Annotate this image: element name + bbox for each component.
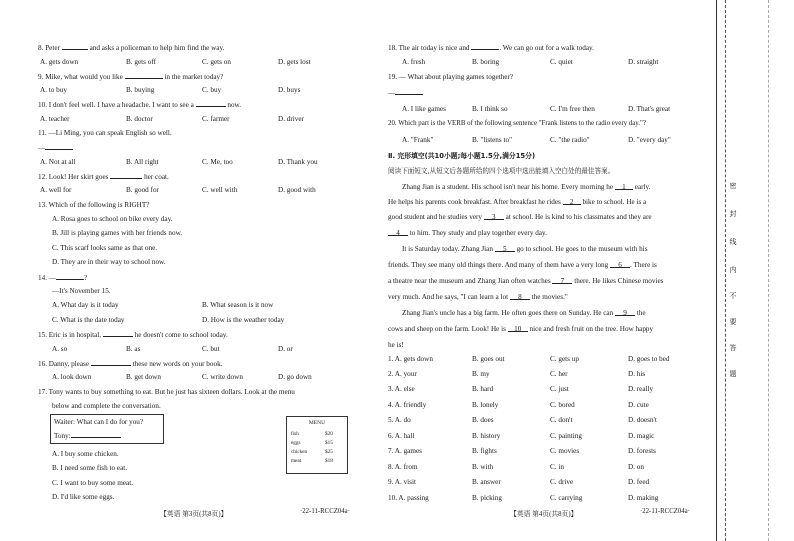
q17-option-d[interactable]: D. I'd like some eggs. bbox=[52, 493, 115, 501]
cloze-blank-9 bbox=[615, 308, 635, 316]
q8-option-c[interactable]: C. gets on bbox=[202, 58, 231, 66]
q18-option-c[interactable]: C. quiet bbox=[550, 58, 573, 66]
cloze-6-option-b[interactable]: B. history bbox=[472, 432, 501, 440]
q12-stem-b: her coat. bbox=[144, 173, 169, 181]
q14-blank bbox=[56, 272, 84, 280]
q18-option-d[interactable]: D. straight bbox=[628, 58, 659, 66]
cloze-9-option-b[interactable]: B. answer bbox=[472, 478, 501, 486]
passage-text: to him. They study and play together every day. bbox=[409, 229, 547, 237]
menu-item-price: $25 bbox=[325, 449, 333, 455]
passage-text: there. He likes Chinese movies bbox=[574, 277, 664, 285]
seal-char: 密 bbox=[729, 182, 737, 189]
q8-option-b[interactable]: B. gets off bbox=[126, 58, 157, 66]
passage-text: He helps his parents cook breakfast. After breakfast he rides bbox=[388, 198, 561, 206]
q12-option-d[interactable]: D. good with bbox=[278, 186, 316, 194]
q17-dialog-waiter-text: Waiter: What can I do for you? bbox=[54, 418, 144, 426]
q15-stem bbox=[38, 329, 228, 340]
q9-stem bbox=[38, 71, 223, 82]
cloze-6-option-c[interactable]: C. painting bbox=[550, 432, 582, 440]
q16-stem-b: these new words on your book. bbox=[132, 360, 223, 368]
passage-line bbox=[388, 324, 653, 334]
q8-option-d[interactable]: D. gets lost bbox=[278, 58, 311, 66]
cloze-7-option-d[interactable]: D. forests bbox=[628, 447, 656, 455]
q17-stem-line2: below and complete the conversation. bbox=[52, 402, 161, 410]
q14-option-a[interactable]: A. What day is it today bbox=[52, 301, 119, 309]
q10-option-d[interactable]: D. driver bbox=[278, 115, 304, 123]
q10-option-c[interactable]: C. farmer bbox=[202, 115, 230, 123]
passage-text: the movies." bbox=[531, 293, 568, 301]
cloze-2-option-b[interactable]: B. my bbox=[472, 370, 490, 378]
q12-option-c[interactable]: C. well with bbox=[202, 186, 238, 194]
q17-dialog-tony bbox=[54, 430, 121, 441]
q9-option-b[interactable]: B. buying bbox=[126, 86, 155, 94]
q11-option-b[interactable]: B. All right bbox=[126, 158, 159, 166]
q10-option-b[interactable]: B. doctor bbox=[126, 115, 153, 123]
q12-stem bbox=[38, 171, 169, 182]
passage-line: he is! bbox=[388, 341, 404, 349]
q15-option-c[interactable]: C. but bbox=[202, 345, 220, 353]
q10-stem bbox=[38, 99, 241, 110]
passage-line bbox=[388, 276, 663, 286]
q8-option-a[interactable]: A. gets down bbox=[40, 58, 79, 66]
cloze-9-option-d[interactable]: D. feed bbox=[628, 478, 650, 486]
seal-char: 内 bbox=[729, 266, 737, 273]
binding-line-outer bbox=[716, 0, 717, 541]
right-page bbox=[380, 0, 716, 541]
q17-option-c[interactable]: C. I want to buy some meat. bbox=[52, 479, 134, 487]
cloze-blank-10 bbox=[508, 324, 528, 332]
q20-option-b[interactable]: B. "listens to" bbox=[472, 136, 513, 144]
footer-right-page-label: 【英语 第4页(共8页)】 bbox=[510, 511, 578, 518]
cloze-2-option-d[interactable]: D. his bbox=[628, 370, 646, 378]
passage-text: good student and he studies very bbox=[388, 213, 483, 221]
cloze-blank-number: 1 bbox=[622, 183, 626, 191]
q16-option-a[interactable]: A. look down bbox=[52, 373, 92, 381]
cloze-1-option-a[interactable]: 1. A. gets down bbox=[388, 355, 433, 363]
cloze-blank-1 bbox=[615, 182, 633, 190]
cloze-blank-number: 10 bbox=[514, 325, 522, 333]
passage-text: the bbox=[636, 309, 646, 317]
section-instruction: 阅读下面短文,从短文后各题所给的四个选项中选出能填入空白处的最佳答案。 bbox=[388, 167, 615, 175]
passage-text: early. bbox=[634, 183, 651, 191]
cloze-2-option-c[interactable]: C. her bbox=[550, 370, 568, 378]
cloze-7-option-c[interactable]: C. movies bbox=[550, 447, 580, 455]
cloze-blank-number: 5 bbox=[502, 245, 507, 253]
menu-item-name: meat bbox=[291, 458, 302, 464]
q20-option-a[interactable]: A. "Frank" bbox=[402, 136, 434, 144]
q14-stem-a: 14. — bbox=[38, 274, 56, 282]
cloze-10-option-a[interactable]: 10. A. passing bbox=[388, 494, 429, 502]
menu-item-price: $15 bbox=[325, 440, 333, 446]
passage-text: Zhang Jian is a student. His school isn't near his home. Every morning he bbox=[402, 183, 614, 191]
q19-option-d[interactable]: D. That's great bbox=[628, 105, 671, 113]
menu-item-price: $20 bbox=[325, 431, 333, 437]
passage-line bbox=[388, 197, 646, 207]
q16-option-b[interactable]: B. get down bbox=[126, 373, 161, 381]
q18-blank bbox=[471, 42, 499, 50]
q10-stem-a: 10. I don't feel well. I have a headache. I want to see a bbox=[38, 101, 194, 109]
q11-reply bbox=[38, 142, 73, 153]
cloze-8-option-a[interactable]: 8. A. from bbox=[388, 463, 418, 471]
cloze-blank-2 bbox=[563, 197, 581, 205]
cloze-blank-8 bbox=[510, 292, 530, 300]
q11-option-d[interactable]: D. Thank you bbox=[278, 158, 318, 166]
q18-stem-b: . We can go out for a walk today. bbox=[499, 44, 594, 52]
q11-option-a[interactable]: A. Not at all bbox=[40, 158, 76, 166]
seal-char: 答 bbox=[729, 344, 737, 351]
cloze-1-option-c[interactable]: C. gets up bbox=[550, 355, 579, 363]
cloze-5-option-b[interactable]: B. does bbox=[472, 416, 494, 424]
q9-blank bbox=[125, 71, 163, 79]
q16-option-c[interactable]: C. write down bbox=[202, 373, 243, 381]
menu-row bbox=[291, 457, 333, 466]
q14-option-c[interactable]: C. What is the date today bbox=[52, 316, 125, 324]
q17-dialog-box bbox=[50, 414, 164, 444]
cloze-5-option-d[interactable]: D. doesn't bbox=[628, 416, 657, 424]
cloze-1-option-b[interactable]: B. goes out bbox=[472, 355, 505, 363]
cloze-blank-7 bbox=[552, 276, 572, 284]
q9-option-c[interactable]: C. buy bbox=[202, 86, 222, 94]
q14-reply: —It's November 15. bbox=[52, 287, 111, 295]
q19-stem: 19. — What about playing games together? bbox=[388, 73, 514, 81]
cloze-4-option-c[interactable]: C. bored bbox=[550, 401, 575, 409]
menu-box bbox=[286, 416, 348, 474]
cloze-blank-number: 8 bbox=[518, 293, 522, 301]
seal-text bbox=[728, 0, 742, 541]
q18-stem bbox=[388, 42, 594, 53]
q10-blank bbox=[196, 99, 226, 107]
section-title: Ⅱ. 完形填空(共10小题;每小题1.5分,满分15分) bbox=[388, 152, 536, 160]
q17-blank bbox=[71, 430, 121, 438]
seal-char: 不 bbox=[729, 292, 737, 299]
q15-option-d[interactable]: D. or bbox=[278, 345, 293, 353]
q12-option-a[interactable]: A. well for bbox=[40, 186, 72, 194]
passage-line bbox=[402, 308, 646, 318]
q15-stem-a: 15. Eric is in hospital, bbox=[38, 331, 102, 339]
footer-left-code: ·22-11-RCCZ04a· bbox=[300, 508, 350, 515]
q8-stem-b: and asks a policeman to help him find the way. bbox=[89, 44, 225, 52]
q14-stem bbox=[38, 272, 87, 283]
q9-option-a[interactable]: A. to buy bbox=[40, 86, 67, 94]
cloze-4-option-b[interactable]: B. lonely bbox=[472, 401, 499, 409]
q20-option-d[interactable]: D. "every day" bbox=[628, 136, 671, 144]
q14-option-b[interactable]: B. What season is it now bbox=[202, 301, 274, 309]
cloze-blank-number: 4 bbox=[396, 229, 400, 237]
seal-char: 要 bbox=[729, 318, 737, 325]
q14-stem-b: ? bbox=[83, 274, 88, 282]
cloze-2-option-a[interactable]: 2. A. your bbox=[388, 370, 417, 378]
cloze-blank-4 bbox=[388, 228, 408, 236]
menu-item-name: fish bbox=[291, 431, 299, 437]
cloze-blank-number: 2 bbox=[569, 198, 574, 206]
cloze-9-option-a[interactable]: 9. A. visit bbox=[388, 478, 416, 486]
cloze-3-option-a[interactable]: 3. A. else bbox=[388, 385, 415, 393]
menu-row bbox=[291, 448, 333, 457]
q9-option-d[interactable]: D. buys bbox=[278, 86, 301, 94]
cloze-10-option-c[interactable]: C. carrying bbox=[550, 494, 583, 502]
footer-left-page-label: 【英语 第3页(共8页)】 bbox=[160, 511, 228, 518]
q13-option-a[interactable]: A. Rosa goes to school on bike every day. bbox=[52, 215, 173, 223]
cloze-blank-number: 3 bbox=[492, 213, 496, 221]
q15-option-a[interactable]: A. so bbox=[52, 345, 68, 353]
cloze-options bbox=[380, 354, 716, 504]
cloze-5-option-a[interactable]: 5. A. do bbox=[388, 416, 411, 424]
q18-option-a[interactable]: A. fresh bbox=[402, 58, 426, 66]
q18-stem-a: 18. The air today is nice and bbox=[388, 44, 470, 52]
seal-char: 线 bbox=[729, 238, 737, 245]
passage-line bbox=[388, 228, 547, 238]
q19-reply bbox=[388, 87, 423, 98]
q20-stem: 20. Which part is the VERB of the following sentence "Frank listens to the radio every day."? bbox=[388, 120, 646, 127]
q17-stem-line1: 17. Tony wants to buy something to eat. But he just has sixteen dollars. Look at the menu bbox=[38, 388, 295, 396]
passage-text: at school. He is kind to his classmates and they are bbox=[505, 213, 652, 221]
q8-stem bbox=[38, 42, 224, 53]
passage-text: . There is bbox=[630, 261, 657, 269]
seal-char: 题 bbox=[729, 370, 737, 377]
menu-item-price: $18 bbox=[325, 458, 333, 464]
cloze-8-option-d[interactable]: D. on bbox=[628, 463, 644, 471]
cloze-blank-number: 9 bbox=[623, 309, 627, 317]
menu-row bbox=[291, 439, 333, 448]
q19-option-a[interactable]: A. I like games bbox=[402, 105, 446, 113]
q19-reply-dash: — bbox=[388, 89, 396, 97]
q17-dialog-tony-text: Tony: bbox=[54, 432, 71, 440]
q11-reply-dash: — bbox=[38, 144, 46, 152]
q16-blank bbox=[91, 358, 131, 366]
menu-item bbox=[291, 430, 333, 466]
cloze-4-option-a[interactable]: 4. A. friendly bbox=[388, 401, 427, 409]
q9-stem-b: in the market today? bbox=[164, 73, 224, 81]
q12-stem-a: 12. Look! Her skirt goes bbox=[38, 173, 109, 181]
left-page bbox=[0, 0, 370, 541]
q8-blank bbox=[62, 42, 88, 50]
cloze-8-option-b[interactable]: B. with bbox=[472, 463, 494, 471]
passage-line bbox=[402, 182, 650, 192]
q9-stem-a: 9. Mike, what would you like bbox=[38, 73, 123, 81]
cloze-blank-5 bbox=[495, 244, 515, 252]
q12-option-b[interactable]: B. good for bbox=[126, 186, 159, 194]
passage-text: friends. They see many old things there. And many of them have a very long bbox=[388, 261, 609, 269]
q8-stem-a: 8. Peter bbox=[38, 44, 60, 52]
q19-blank bbox=[395, 87, 423, 95]
q15-blank bbox=[103, 329, 133, 337]
menu-row bbox=[291, 430, 333, 439]
cloze-3-option-c[interactable]: C. just bbox=[550, 385, 569, 393]
cloze-4-option-d[interactable]: D. cute bbox=[628, 401, 649, 409]
cloze-blank-number: 6 bbox=[618, 261, 622, 269]
menu-item-name: chicken bbox=[291, 449, 308, 455]
cloze-blank-3 bbox=[484, 212, 504, 220]
cloze-7-option-b[interactable]: B. fights bbox=[472, 447, 497, 455]
passage-line bbox=[388, 292, 568, 302]
q19-option-b[interactable]: B. I think so bbox=[472, 105, 508, 113]
q12-blank bbox=[110, 171, 142, 179]
binding-line-right bbox=[768, 0, 769, 541]
binding-line-inner bbox=[725, 0, 726, 541]
passage-text: Zhang Jian's uncle has a big farm. He often goes there on Sunday. He can bbox=[402, 309, 614, 317]
q18-option-b[interactable]: B. boring bbox=[472, 58, 500, 66]
q13-stem: 13. Which of the following is RIGHT? bbox=[38, 201, 150, 209]
cloze-3-option-d[interactable]: D. really bbox=[628, 385, 654, 393]
passage-text: bike to school. He is a bbox=[582, 198, 647, 206]
passage-text: It is Saturday today. Zhang Jian bbox=[402, 245, 493, 253]
q10-option-a[interactable]: A. teacher bbox=[40, 115, 70, 123]
q11-stem: 11. —Li Ming, you can speak English so well. bbox=[38, 129, 172, 137]
passage-line bbox=[388, 212, 652, 222]
cloze-9-option-c[interactable]: C. drive bbox=[550, 478, 574, 486]
passage-text: go to school. He goes to the museum with his bbox=[516, 245, 648, 253]
cloze-8-option-c[interactable]: C. in bbox=[550, 463, 564, 471]
q13-option-d[interactable]: D. They are in their way to school now. bbox=[52, 258, 166, 266]
q17-option-b[interactable]: B. I need some fish to eat. bbox=[52, 464, 128, 472]
cloze-7-option-a[interactable]: 7. A. games bbox=[388, 447, 422, 455]
binding-strip bbox=[716, 0, 794, 541]
q10-stem-b: now. bbox=[227, 101, 242, 109]
menu-title: MENU bbox=[308, 420, 326, 426]
q19-option-c[interactable]: C. I'm free then bbox=[550, 105, 595, 113]
cloze-6-option-d[interactable]: D. magic bbox=[628, 432, 655, 440]
cloze-10-option-d[interactable]: D. making bbox=[628, 494, 659, 502]
q15-option-b[interactable]: B. as bbox=[126, 345, 141, 353]
q17-option-a[interactable]: A. I buy some chicken. bbox=[52, 450, 119, 458]
cloze-1-option-d[interactable]: D. goes to bed bbox=[628, 355, 670, 363]
seal-char: 封 bbox=[729, 210, 737, 217]
cloze-6-option-a[interactable]: 6. A. hall bbox=[388, 432, 415, 440]
passage-text: a theatre near the museum and Zhang Jian often watches bbox=[388, 277, 551, 285]
cloze-blank-6 bbox=[610, 260, 630, 268]
passage-text: nice and fresh fruit on the tree. How happy bbox=[529, 325, 654, 333]
q15-stem-b: he doesn't come to school today. bbox=[134, 331, 228, 339]
q13-option-b[interactable]: B. Jill is playing games with her friends now. bbox=[52, 229, 183, 237]
q13-option-c[interactable]: C. This scarf looks same as that one. bbox=[52, 244, 158, 252]
q17-dialog-waiter bbox=[54, 417, 143, 427]
q20-option-c[interactable]: C. "the radio" bbox=[550, 136, 590, 144]
passage-text: cows and sheep on the farm. Look! He is bbox=[388, 325, 506, 333]
q16-stem bbox=[38, 358, 222, 369]
q16-option-d[interactable]: D. go down bbox=[278, 373, 312, 381]
cloze-10-option-b[interactable]: B. picking bbox=[472, 494, 502, 502]
passage-line bbox=[402, 244, 648, 254]
menu-item-name: eggs bbox=[291, 440, 301, 446]
cloze-blank-number: 7 bbox=[560, 277, 565, 285]
passage-line bbox=[388, 260, 657, 270]
q16-stem-a: 16. Danny, please bbox=[38, 360, 90, 368]
q11-blank bbox=[45, 142, 73, 150]
footer-right-code: ·22-11-RCCZ04a· bbox=[640, 508, 690, 515]
passage-text: very much. And he says, "I can learn a lot bbox=[388, 293, 509, 301]
cloze-3-option-b[interactable]: B. hard bbox=[472, 385, 494, 393]
q14-option-d[interactable]: D. How is the weather today bbox=[202, 316, 285, 324]
q11-option-c[interactable]: C. Me, too bbox=[202, 158, 233, 166]
cloze-5-option-c[interactable]: C. don't bbox=[550, 416, 573, 424]
